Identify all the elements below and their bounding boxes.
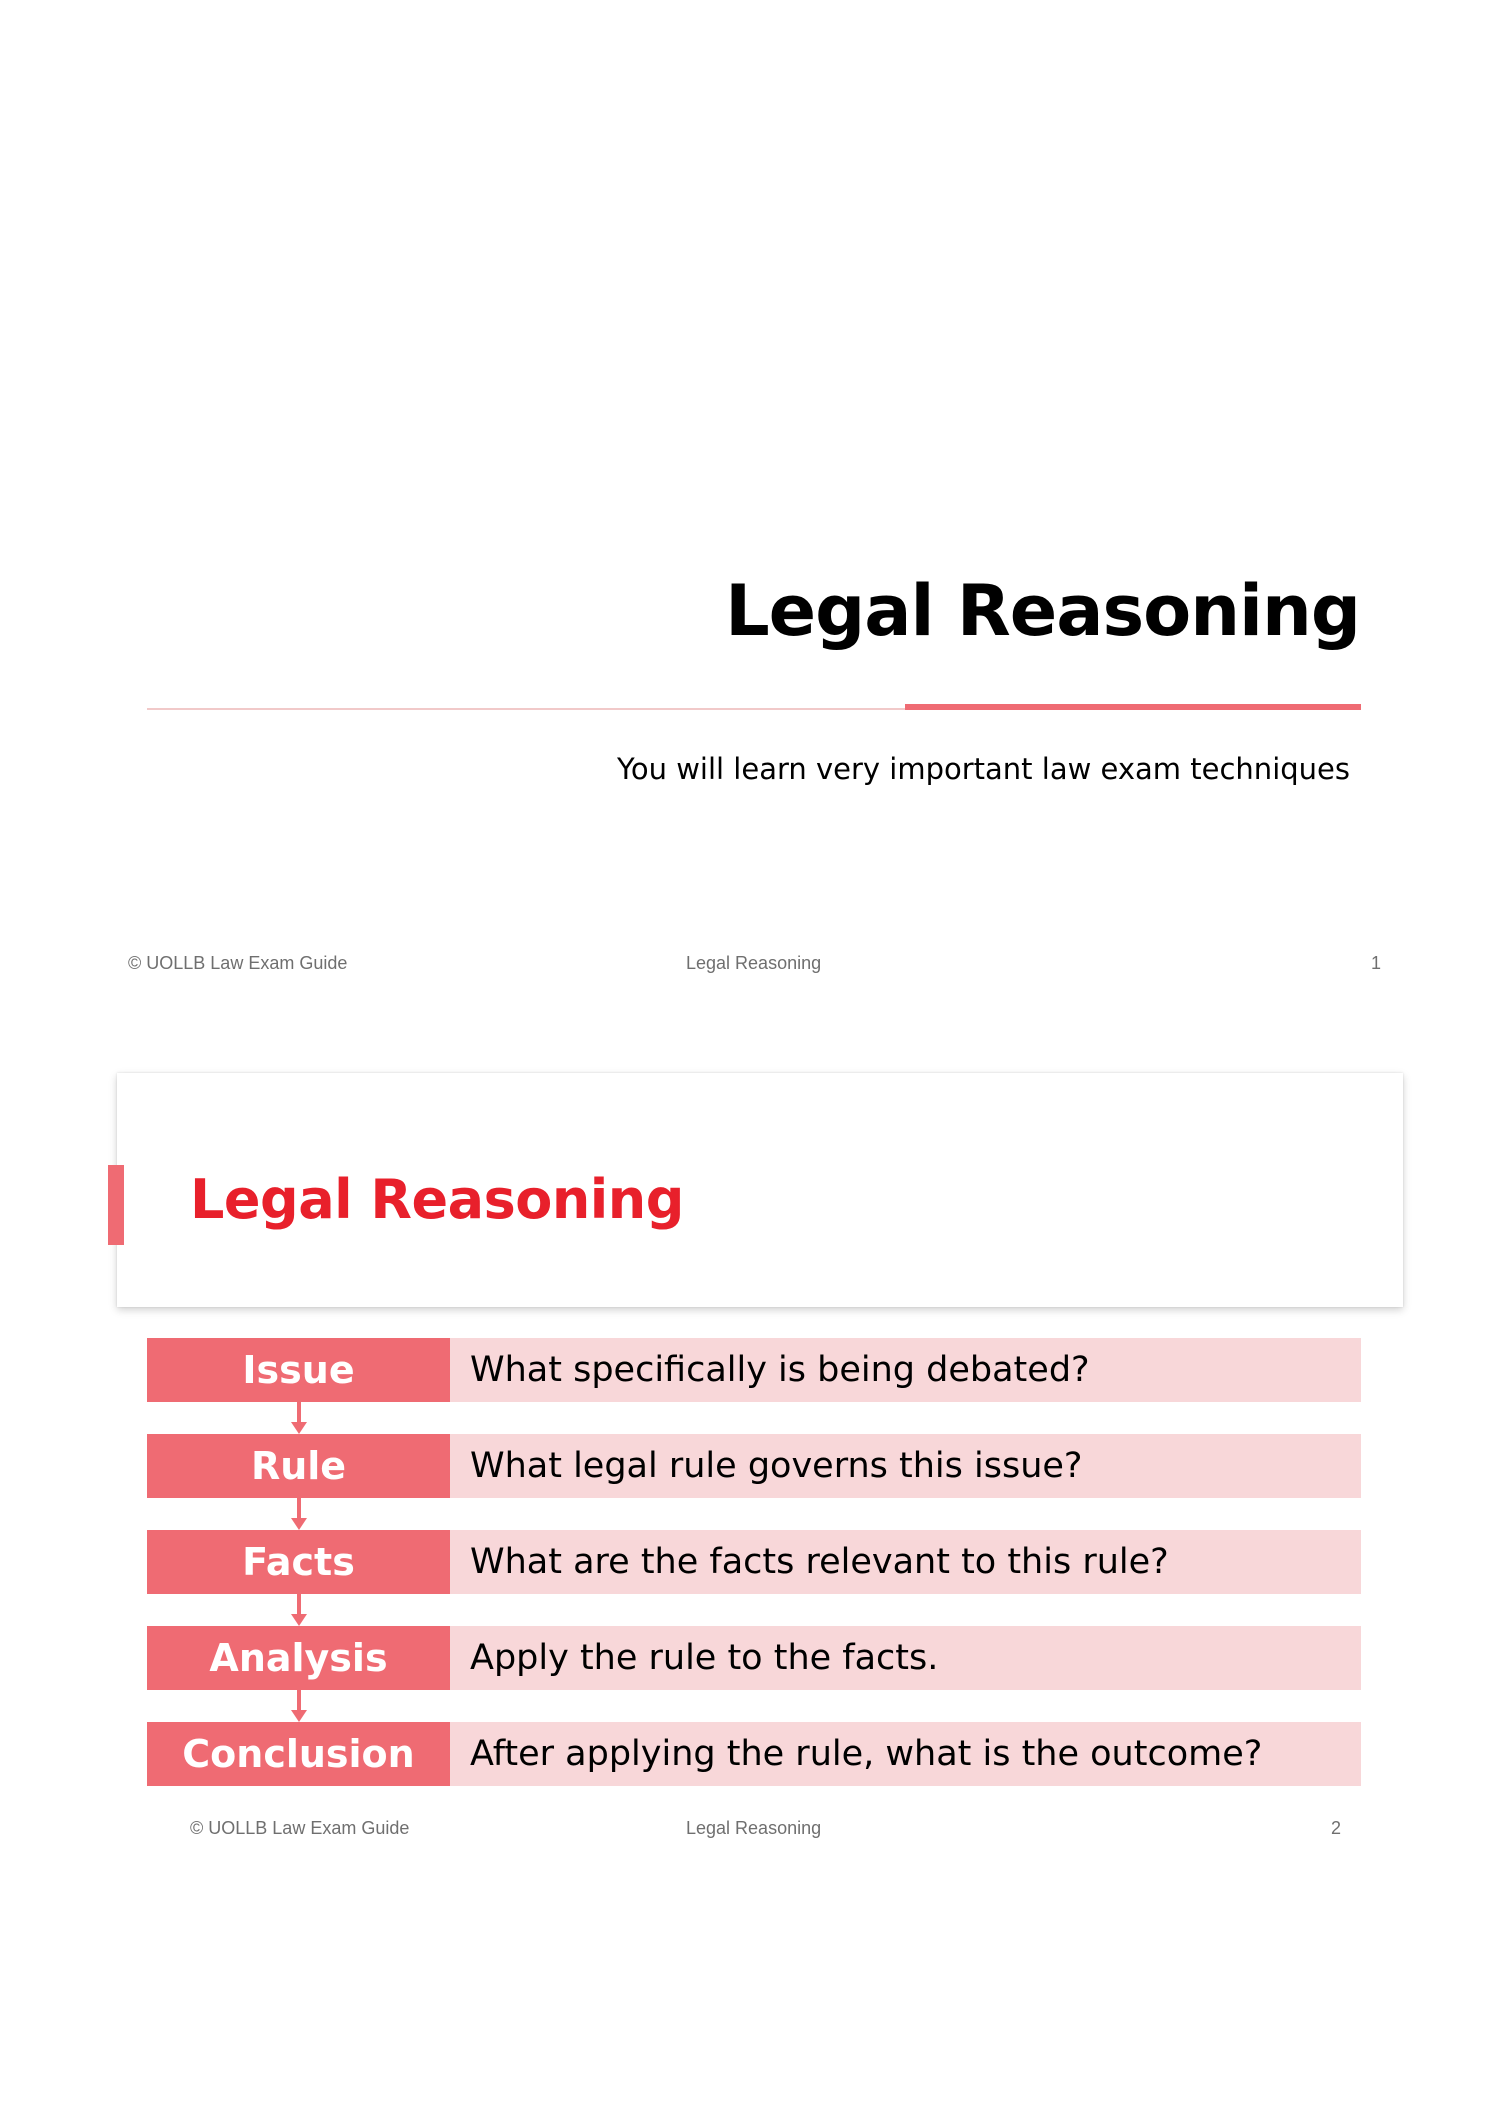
irac-row-rule: [147, 1434, 1361, 1498]
slide-2-title: Legal Reasoning: [190, 1168, 684, 1231]
irac-step-label: Issue: [147, 1338, 450, 1402]
slide-1-page-number: 1: [1371, 953, 1382, 973]
irac-row-issue: [147, 1338, 1361, 1402]
title-accent-bar: [108, 1165, 124, 1245]
down-arrow-icon: [291, 1690, 307, 1722]
slide-2-footer-title: Legal Reasoning: [686, 1818, 822, 1838]
title-divider-accent: [905, 704, 1361, 710]
irac-step-description: Apply the rule to the facts.: [450, 1626, 1361, 1690]
down-arrow-icon: [291, 1402, 307, 1434]
irac-step-description: What are the facts relevant to this rule?: [450, 1530, 1361, 1594]
irac-step-label: Facts: [147, 1530, 450, 1594]
down-arrow-icon: [291, 1498, 307, 1530]
slide-2-page-number: 2: [1331, 1818, 1342, 1838]
slide-2-footer-copyright: © UOLLB Law Exam Guide: [190, 1818, 410, 1838]
slide-1-title: Legal Reasoning: [725, 570, 1360, 652]
irac-row-analysis: [147, 1626, 1361, 1690]
slide-1-subtitle: You will learn very important law exam techniques: [616, 752, 1350, 786]
irac-step-description: What specifically is being debated?: [450, 1338, 1361, 1402]
irac-row-conclusion: [147, 1722, 1361, 1786]
title-divider-line: [147, 708, 907, 710]
irac-step-description: After applying the rule, what is the outcome?: [450, 1722, 1361, 1786]
down-arrow-icon: [291, 1594, 307, 1626]
irac-row-facts: [147, 1530, 1361, 1594]
irac-step-description: What legal rule governs this issue?: [450, 1434, 1361, 1498]
slide-1-footer-copyright: © UOLLB Law Exam Guide: [128, 953, 348, 973]
slide-1-footer-title: Legal Reasoning: [686, 953, 822, 973]
irac-step-label: Analysis: [147, 1626, 450, 1690]
irac-step-label: Rule: [147, 1434, 450, 1498]
irac-step-label: Conclusion: [147, 1722, 450, 1786]
